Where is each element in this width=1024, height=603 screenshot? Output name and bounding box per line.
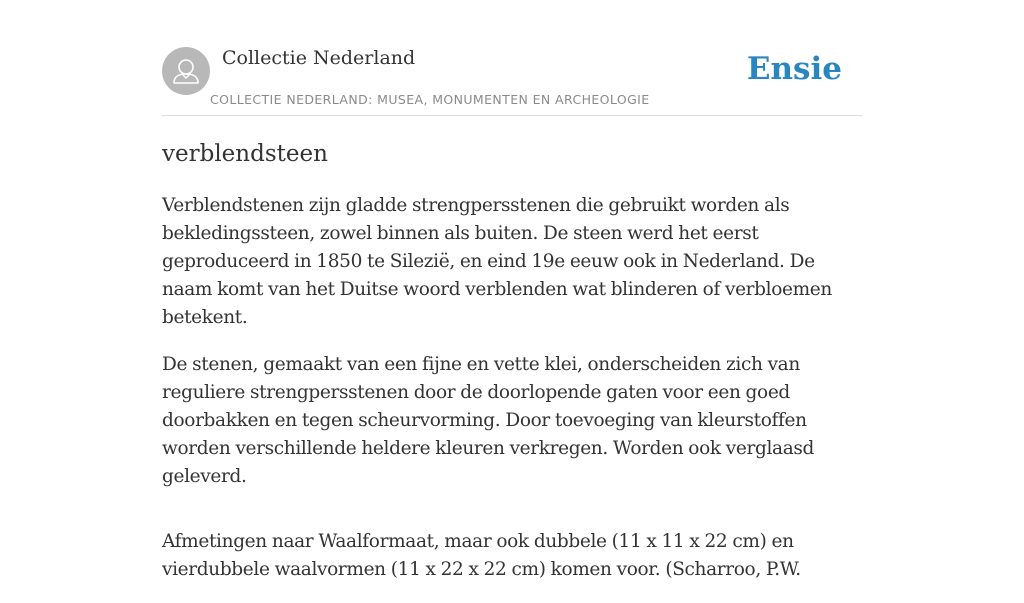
page-title: verblendsteen bbox=[162, 141, 328, 167]
header bbox=[162, 0, 862, 116]
ensie-logo[interactable]: Ensie bbox=[746, 51, 842, 87]
article-paragraph: De stenen, gemaakt van een fijne en vette klei, onderscheiden zich van reguliere strengpersstenen door de doorlopende gaten voor een goed doorbakken en tegen scheurvorming. Door toevoeging van kleurstoffen worden verschillende heldere kleuren verkregen. Worden ook verglaasd geleverd. bbox=[162, 354, 815, 487]
source-link[interactable]: COLLECTIE NEDERLAND: MUSEA, MONUMENTEN EN ARCHEOLOGIE bbox=[210, 92, 650, 107]
article-body bbox=[162, 192, 862, 603]
user-icon bbox=[162, 47, 210, 95]
article-paragraph: Afmetingen naar Waalformaat, maar ook dubbele (11 x 11 x 22 cm) en vierdubbele waalvormen (11 x 22 x 22 cm) komen voor. (Scharroo, P.W. bbox=[162, 531, 801, 580]
author-avatar[interactable] bbox=[162, 47, 210, 95]
content-column bbox=[162, 0, 862, 580]
article-paragraph: Verblendstenen zijn gladde strengpersstenen die gebruikt worden als bekledingssteen, zowel binnen als buiten. De steen werd het eerst geproduceerd in 1850 te Silezië, en eind 19e eeuw ook in Nederland. De naam komt van het Duitse woord verblenden wat blinderen of verbloemen betekent. bbox=[162, 195, 832, 328]
author-link[interactable]: Collectie Nederland bbox=[222, 47, 416, 69]
